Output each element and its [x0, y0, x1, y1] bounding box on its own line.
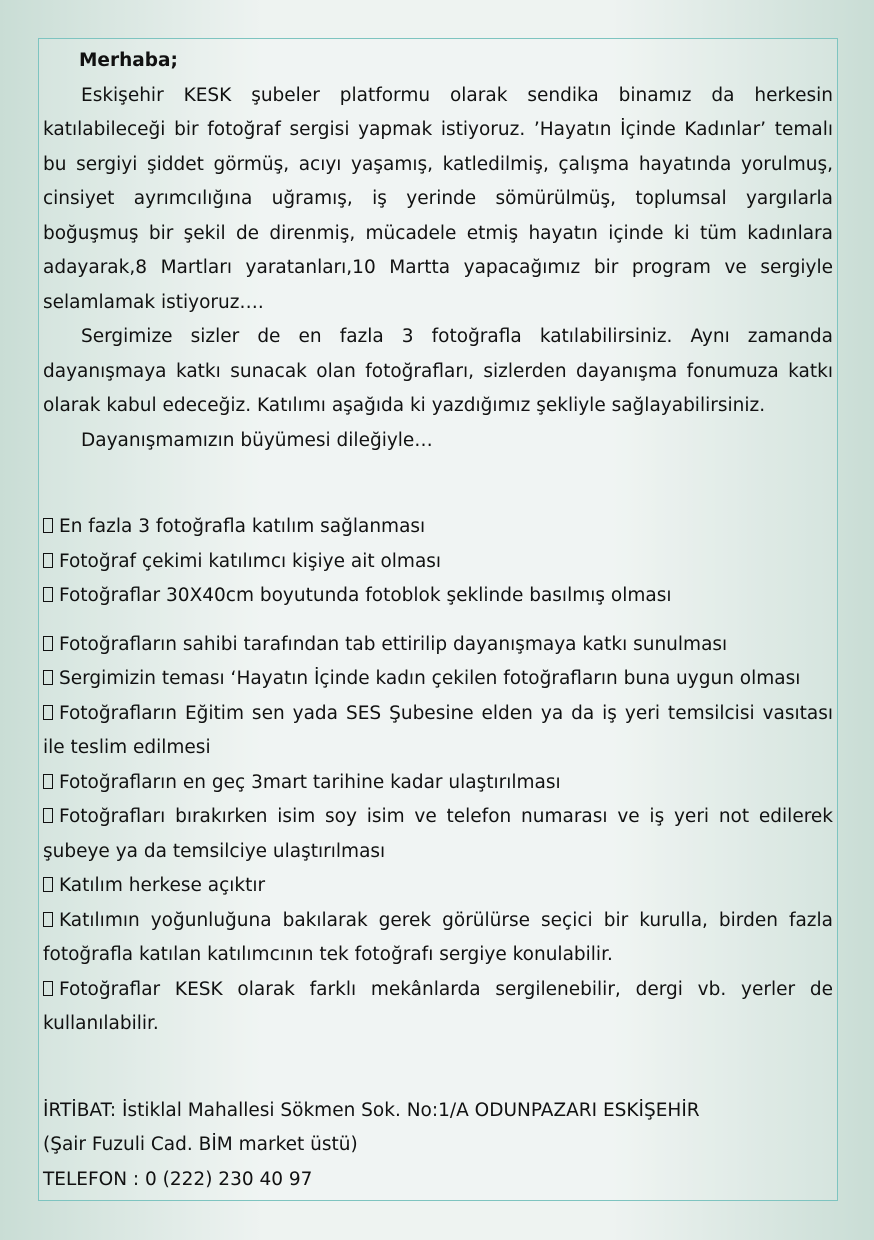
checkbox-glyph-icon [43, 912, 53, 927]
rule-item: Fotoğrafların Eğitim sen yada SES Şubesine elden ya da iş yeri temsilcisi vasıtası ile teslim edilmesi [43, 702, 833, 758]
intro-paragraph: Eskişehir KESK şubeler platformu olarak sendika binamız da herkesin katılabileceği bir fotoğraf sergisi yapmak istiyoruz. ’Hayatın İçinde Kadınlar’ temalı bu sergiyi şiddet görmüş, acıyı yaşamış, katledilmiş, çalışma hayatında yorulmuş, cinsiyet ayrımcılığına uğramış, iş yerinde sömürülmüş, toplumsal yargılarla boğuşmuş bir şekil de direnmiş, mücadele etmiş hayatın içinde ki tüm kadınlara adayarak,8 Martları yaratanları,10 Martta yapacağımız bir program ve sergiyle selamlamak istiyoruz…. [43, 84, 833, 313]
rule-item: Sergimizin teması ‘Hayatın İçinde kadın çekilen fotoğrafların buna uygun olması [43, 662, 833, 697]
checkbox-glyph-icon [43, 877, 53, 892]
rule-item: Fotoğrafları bırakırken isim soy isim ve telefon numarası ve iş yeri not edilerek şubeye ya da temsilciye ulaştırılması [43, 806, 833, 862]
rule-item: En fazla 3 fotoğrafla katılım sağlanması [43, 510, 833, 545]
checkbox-glyph-icon [43, 518, 53, 533]
rule-item: Katılım herkese açıktır [43, 869, 833, 904]
rule-item: Fotoğrafların en geç 3mart tarihine kadar ulaştırılması [43, 766, 833, 801]
document-body [43, 44, 833, 1197]
checkbox-glyph-icon [43, 774, 53, 789]
greeting: Merhaba; [79, 50, 178, 71]
spacer [43, 614, 833, 628]
closing-paragraph: Dayanışmamızın büyümesi dileğiyle… [81, 429, 433, 451]
checkbox-glyph-icon [43, 587, 53, 602]
contact-address: İRTİBAT: İstiklal Mahallesi Sökmen Sok. No:1/A ODUNPAZARI ESKİŞEHİR [43, 1099, 700, 1121]
contact-block [43, 1094, 833, 1198]
contact-landmark: (Şair Fuzuli Cad. BİM market üstü) [43, 1134, 358, 1155]
contact-phone: TELEFON : 0 (222) 230 40 97 [43, 1168, 313, 1190]
rules-list-1 [43, 510, 833, 614]
checkbox-glyph-icon [43, 553, 53, 568]
rule-item: Katılımın yoğunluğuna bakılarak gerek görülürse seçici bir kurulla, birden fazla fotoğrafla katılan katılımcının tek fotoğrafı sergiye konulabilir. [43, 909, 833, 965]
checkbox-glyph-icon [43, 981, 53, 996]
checkbox-glyph-icon [43, 636, 53, 651]
rule-item: Fotoğraf çekimi katılımcı kişiye ait olması [43, 545, 833, 580]
rule-item: Fotoğrafların sahibi tarafından tab ettirilip dayanışmaya katkı sunulması [43, 628, 833, 663]
rule-item: Fotoğraflar 30X40cm boyutunda fotoblok şeklinde basılmış olması [43, 579, 833, 614]
participation-paragraph: Sergimize sizler de en fazla 3 fotoğrafla katılabilirsiniz. Aynı zamanda dayanışmaya katkı sunacak olan fotoğrafları, sizlerden dayanışma fonumuza katkı olarak kabul edeceğiz. Katılımı aşağıda ki yazdığımız şekliyle sağlayabilirsiniz. [43, 326, 833, 416]
checkbox-glyph-icon [43, 808, 53, 823]
checkbox-glyph-icon [43, 670, 53, 685]
rule-item: Fotoğraflar KESK olarak farklı mekânlarda sergilenebilir, dergi vb. yerler de kullanılabilir. [43, 978, 833, 1034]
rules-list-2 [43, 628, 833, 1042]
spacer [43, 1042, 833, 1094]
spacer [43, 458, 833, 510]
checkbox-glyph-icon [43, 705, 53, 720]
